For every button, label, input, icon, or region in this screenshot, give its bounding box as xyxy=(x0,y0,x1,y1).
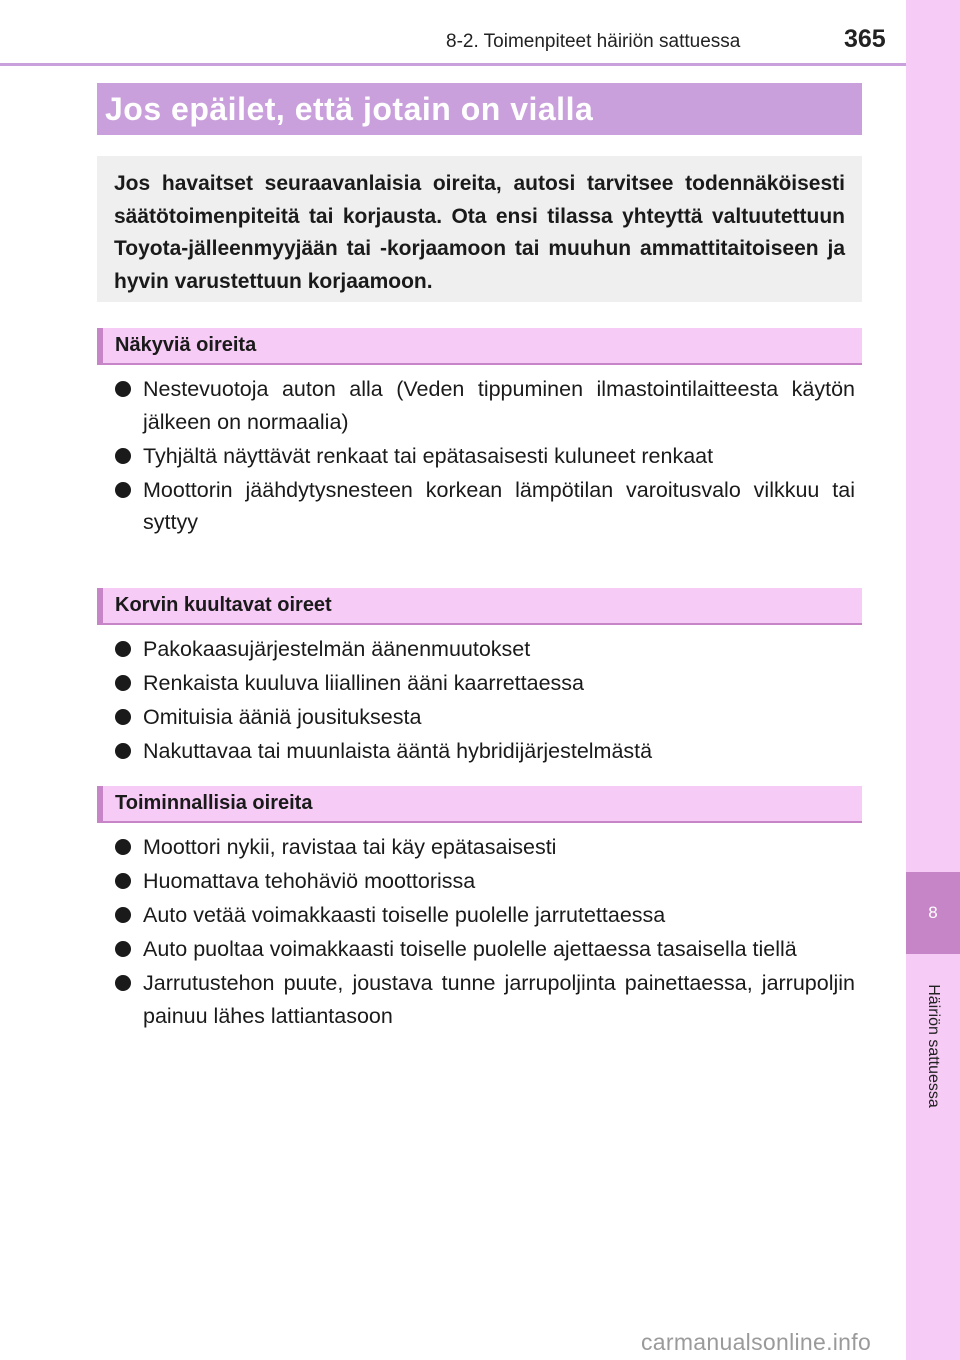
section-heading-label: Näkyviä oireita xyxy=(115,334,257,356)
chapter-side-tab xyxy=(906,0,960,1360)
bullet-dot-icon xyxy=(115,709,131,725)
list-item-text: Moottorin jäähdytysnesteen korkean lämpötilan varoitusvalo vilkkuu tai syttyy xyxy=(143,477,855,534)
list-item-text: Renkaista kuuluva liiallinen ääni kaarrettaessa xyxy=(143,671,585,695)
list-item xyxy=(113,633,855,666)
bullet-dot-icon xyxy=(115,743,131,759)
chapter-label: Häiriön sattuessa xyxy=(925,984,942,1108)
list-item-text: Auto puoltaa voimakkaasti toiselle puolelle ajettaessa tasaisella tiellä xyxy=(143,937,797,961)
bullet-list-functional xyxy=(113,831,855,1034)
list-item-text: Moottori nykii, ravistaa tai käy epätasaisesti xyxy=(143,835,557,859)
page-title-banner xyxy=(97,83,862,135)
list-item xyxy=(113,967,855,1032)
intro-text: Jos havaitset seuraavanlaisia oireita, autosi tarvitsee todennäköisesti säätötoimenpiteitä tai korjausta. Ota ensi tilassa yhteyttä valtuutettuun Toyota-jälleenmyyjään tai -korjaamoon tai muuhun ammattitaitoiseen ja hyvin varustettuun korjaamoon. xyxy=(114,172,845,293)
bullet-dot-icon xyxy=(115,907,131,923)
bullet-dot-icon xyxy=(115,381,131,397)
section-heading-functional xyxy=(97,786,862,823)
section-heading-label: Toiminnallisia oireita xyxy=(115,792,313,814)
bullet-list-audible xyxy=(113,633,855,769)
bullet-list-visible xyxy=(113,373,855,540)
list-item xyxy=(113,440,855,473)
list-item xyxy=(113,667,855,700)
bullet-dot-icon xyxy=(115,941,131,957)
bullet-dot-icon xyxy=(115,839,131,855)
section-heading-visible xyxy=(97,328,862,365)
header-rule xyxy=(0,63,906,66)
list-item-text: Jarrutustehon puute, joustava tunne jarrupoljinta painettaessa, jarrupoljin painuu lähes lattiantasoon xyxy=(143,971,855,1028)
bullet-dot-icon xyxy=(115,448,131,464)
section-heading-audible xyxy=(97,588,862,625)
list-item xyxy=(113,831,855,864)
list-item-text: Huomattava tehohäviö moottorissa xyxy=(143,869,476,893)
section-heading-label: Korvin kuultavat oireet xyxy=(115,594,332,616)
list-item-text: Nestevuotoja auton alla (Veden tippuminen ilmastointilaitteesta käytön jälkeen on normaalia) xyxy=(143,377,855,434)
bullet-dot-icon xyxy=(115,873,131,889)
list-item xyxy=(113,701,855,734)
page-number: 365 xyxy=(844,25,886,53)
list-item-text: Tyhjältä näyttävät renkaat tai epätasaisesti kuluneet renkaat xyxy=(143,443,714,468)
intro-box xyxy=(97,156,862,302)
list-item-text: Omituisia ääniä jousituksesta xyxy=(143,705,422,729)
bullet-dot-icon xyxy=(115,975,131,991)
list-item xyxy=(113,474,855,539)
chapter-number-tab[interactable]: 8 xyxy=(906,872,960,954)
list-item-text: Pakokaasujärjestelmän äänenmuutokset xyxy=(143,637,531,661)
watermark: carmanualsonline.info xyxy=(641,1329,872,1355)
list-item xyxy=(113,933,855,966)
bullet-dot-icon xyxy=(115,675,131,691)
bullet-dot-icon xyxy=(115,482,131,498)
list-item xyxy=(113,373,855,438)
list-item xyxy=(113,865,855,898)
list-item xyxy=(113,735,855,768)
bullet-dot-icon xyxy=(115,641,131,657)
running-header: 8-2. Toimenpiteet häiriön sattuessa xyxy=(446,31,741,52)
list-item xyxy=(113,899,855,932)
list-item-text: Auto vetää voimakkaasti toiselle puolelle jarrutettaessa xyxy=(143,903,666,927)
list-item-text: Nakuttavaa tai muunlaista ääntä hybridijärjestelmästä xyxy=(143,739,653,763)
page-title: Jos epäilet, että jotain on vialla xyxy=(105,90,594,127)
